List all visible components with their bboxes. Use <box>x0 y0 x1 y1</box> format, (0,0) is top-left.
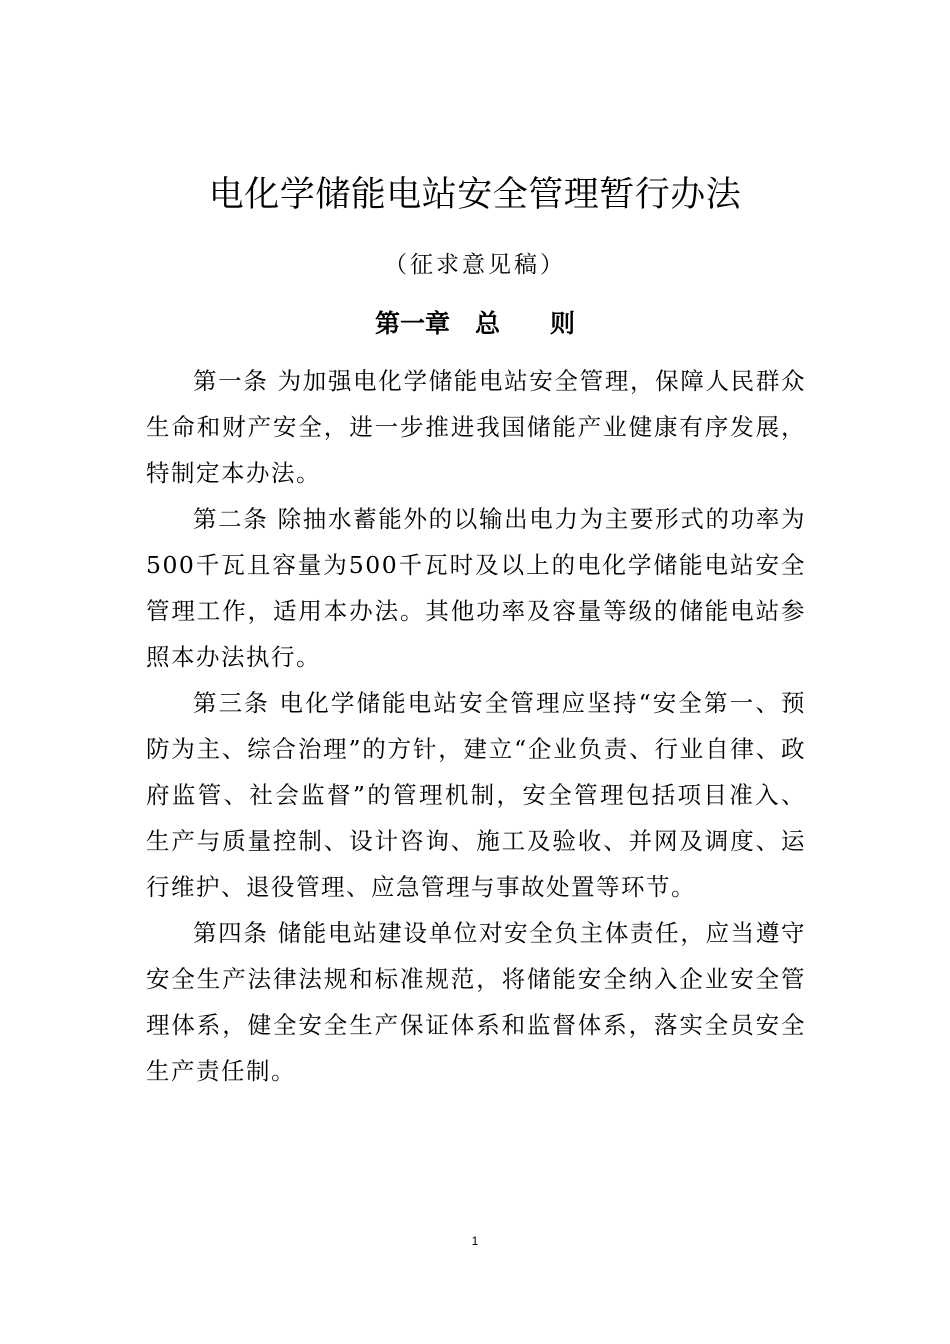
article-4: 第四条 储能电站建设单位对安全负主体责任，应当遵守安全生产法律法规和标准规范，将储能安全纳入企业安全管理体系，健全安全生产保证体系和监督体系，落实全员安全生产责任制。 <box>146 919 806 1085</box>
article-2: 第二条 除抽水蓄能外的以输出电力为主要形式的功率为500千瓦且容量为500千瓦时及以上的电化学储能电站安全管理工作，适用本办法。其他功率及容量等级的储能电站参照本办法执行。 <box>146 505 806 671</box>
document-subtitle: （征求意见稿） <box>384 252 566 278</box>
article-1: 第一条 为加强电化学储能电站安全管理，保障人民群众生命和财产安全，进一步推进我国储能产业健康有序发展，特制定本办法。 <box>146 367 806 487</box>
document-body <box>146 358 806 1094</box>
document-title: 电化学储能电站安全管理暂行办法 <box>208 175 742 215</box>
article-3: 第三条 电化学储能电站安全管理应坚持“安全第一、预防为主、综合治理”的方针，建立“企业负责、行业自律、政府监管、社会监督”的管理机制，安全管理包括项目准入、生产与质量控制、设计咨询、施工及验收、并网及调度、运行维护、退役管理、应急管理与事故处置等环节。 <box>146 689 806 901</box>
page-number: 1 <box>471 1234 479 1248</box>
chapter-heading: 第一章 总 则 <box>374 309 575 338</box>
